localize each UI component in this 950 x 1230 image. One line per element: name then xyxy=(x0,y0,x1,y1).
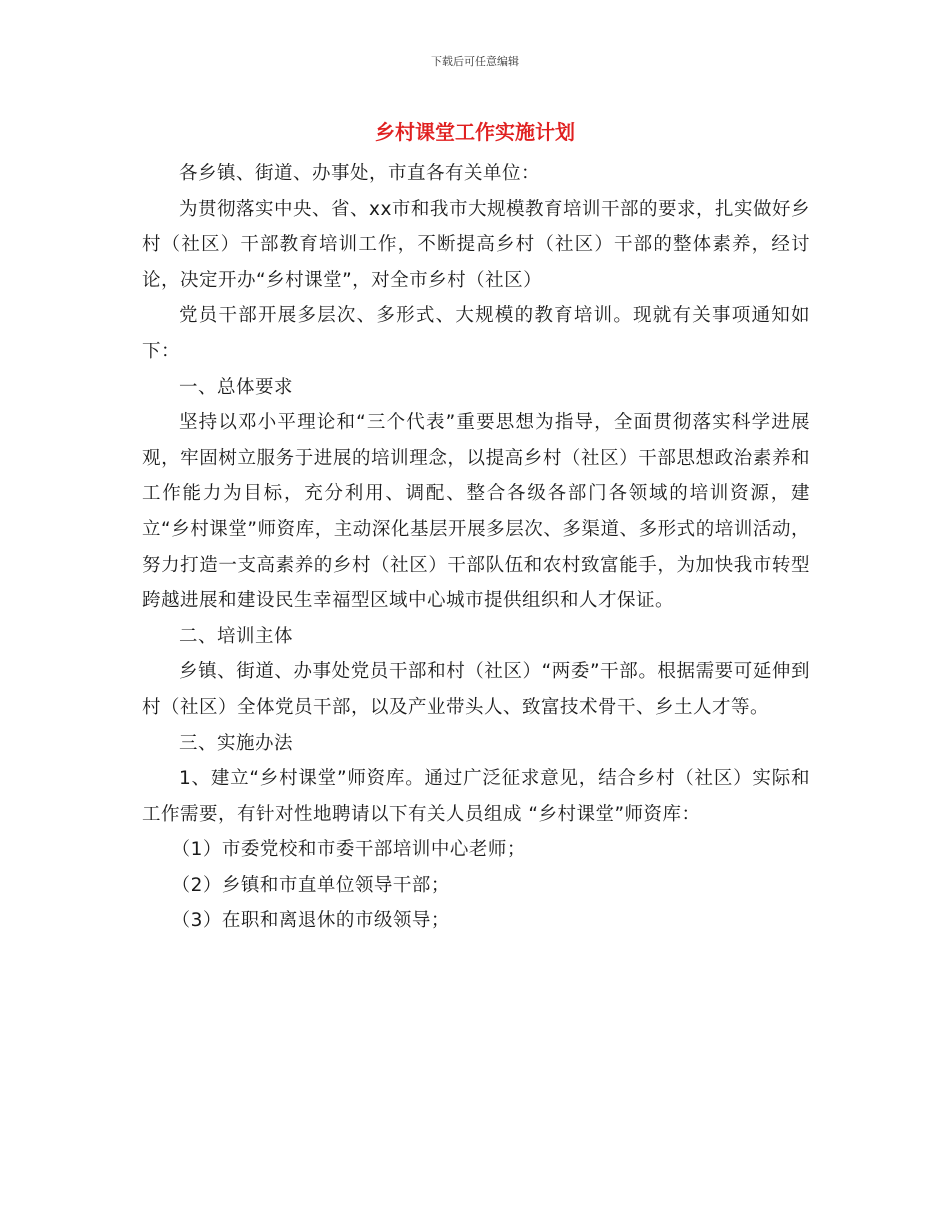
section-2-paragraph: 乡镇、街道、办事处党员干部和村（社区）“两委”干部。根据需要可延伸到村（社区）全体党员干部，以及产业带头人、致富技术骨干、乡土人才等。 xyxy=(142,661,810,718)
section-heading-3: 三、实施办法 xyxy=(179,732,294,754)
section-1-paragraph: 坚持以邓小平理论和“三个代表”重要思想为指导，全面贯彻落实科学进展观，牢固树立服务于进展的培训理念，以提高乡村（社区）干部思想政治素养和工作能力为目标，充分利用、调配、整合各级各部门各领域的培训资源，建立“乡村课堂”师资库，主动深化基层开展多层次、多渠道、多形式的培训活动，努力打造一支高素养的乡村（社区）干部队伍和农村致富能手，为加快我市转型跨越进展和建设民生幸福型区域中心城市提供组织和人才保证。 xyxy=(142,412,810,612)
section-heading-1: 一、总体要求 xyxy=(179,376,294,398)
list-item: （1）市委党校和市委干部培训中心老师； xyxy=(171,839,526,861)
header-note: 下载后可任意编辑 xyxy=(431,55,519,68)
intro-paragraph: 为贯彻落实中央、省、xx市和我市大规模教育培训干部的要求，扎实做好乡村（社区）干部教育培训工作，不断提高乡村（社区）干部的整体素养，经讨论，决定开办“乡村课堂”，对全市乡村（社区） xyxy=(142,198,810,291)
document-title: 乡村课堂工作实施计划 xyxy=(375,120,575,144)
list-item: （3）在职和离退休的市级领导； xyxy=(171,910,450,932)
list-item: （2）乡镇和市直单位领导干部； xyxy=(171,874,450,896)
document-body xyxy=(142,156,810,939)
section-heading-2: 二、培训主体 xyxy=(179,625,294,647)
intro-continuation-paragraph: 党员干部开展多层次、多形式、大规模的教育培训。现就有关事项通知如下： xyxy=(142,305,810,362)
section-3-item-1-paragraph: 1、建立“乡村课堂”师资库。通过广泛征求意见，结合乡村（社区）实际和工作需要，有针对性地聘请以下有关人员组成 “乡村课堂”师资库： xyxy=(142,768,810,825)
salutation-paragraph: 各乡镇、街道、办事处，市直各有关单位： xyxy=(179,163,541,184)
